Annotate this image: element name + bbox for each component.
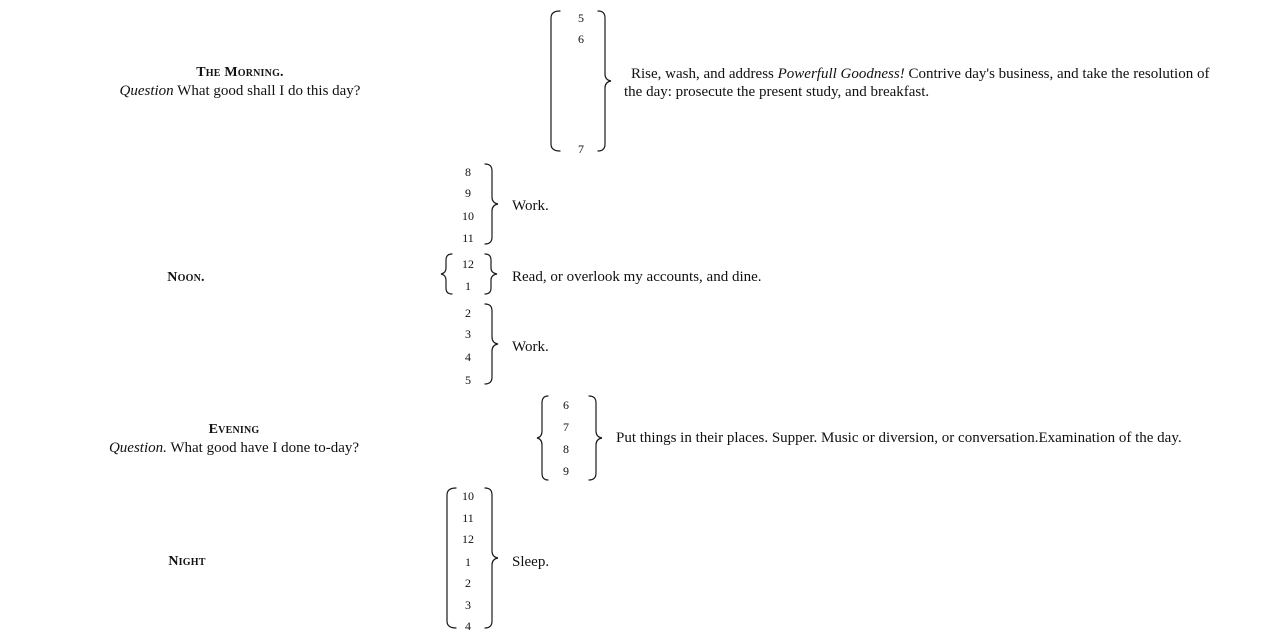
hour-11: 11 bbox=[462, 231, 474, 245]
hour-4: 4 bbox=[465, 350, 471, 364]
morning-question-text: What good shall I do this day? bbox=[177, 83, 361, 99]
noon-title: Noon. bbox=[167, 270, 205, 285]
hour-10: 10 bbox=[462, 209, 474, 223]
hour-6-pm: 6 bbox=[563, 398, 569, 412]
night-title: Night bbox=[168, 554, 206, 569]
morning-activity-emph: Powerfull Goodness! bbox=[777, 66, 905, 82]
morning-activity-line-1 bbox=[624, 65, 1209, 83]
hour-11-pm: 11 bbox=[462, 511, 474, 525]
morning-label-block bbox=[90, 64, 390, 100]
morning-activity-line-2: the day: prosecute the present study, and breakfast. bbox=[624, 84, 930, 100]
noon-hours bbox=[448, 253, 488, 295]
hour-4-am: 4 bbox=[465, 619, 471, 633]
work-am-right-brace bbox=[484, 163, 500, 245]
evening-right-brace bbox=[588, 395, 604, 481]
morning-question-line bbox=[90, 82, 390, 100]
hour-1: 1 bbox=[465, 279, 471, 293]
hour-3-am: 3 bbox=[465, 598, 471, 612]
evening-question-line bbox=[84, 439, 384, 457]
hour-8: 8 bbox=[465, 165, 471, 179]
work-am-hours bbox=[448, 163, 488, 247]
evening-activity: Put things in their places. Supper. Music or diversion, or conversation.Examination of the day. bbox=[616, 430, 1182, 446]
morning-activity-pre: Rise, wash, and address bbox=[631, 66, 778, 82]
hour-1-am: 1 bbox=[465, 555, 471, 569]
evening-question-text: What good have I done to-day? bbox=[170, 440, 360, 456]
hour-5-pm: 5 bbox=[465, 373, 471, 387]
work-pm-activity: Work. bbox=[512, 339, 549, 355]
evening-question-label: Question. bbox=[108, 440, 167, 456]
morning-activity bbox=[624, 65, 1209, 101]
night-hours bbox=[448, 487, 488, 633]
hour-7: 7 bbox=[578, 142, 584, 156]
noon-right-brace bbox=[484, 253, 500, 295]
work-pm-right-brace bbox=[484, 303, 500, 385]
morning-hours bbox=[561, 10, 601, 156]
evening-hours bbox=[546, 395, 586, 481]
hour-7-pm: 7 bbox=[563, 420, 569, 434]
evening-title: Evening bbox=[208, 422, 260, 437]
hour-2: 2 bbox=[465, 306, 471, 320]
evening-label-block bbox=[84, 421, 384, 457]
hour-12: 12 bbox=[462, 257, 474, 271]
hour-3: 3 bbox=[465, 327, 471, 341]
work-am-activity: Work. bbox=[512, 198, 549, 214]
hour-8-pm: 8 bbox=[563, 442, 569, 456]
morning-title: The Morning. bbox=[196, 65, 284, 80]
hour-12-am: 12 bbox=[462, 532, 474, 546]
night-right-brace bbox=[484, 487, 500, 629]
hour-9-pm: 9 bbox=[563, 464, 569, 478]
work-pm-hours bbox=[448, 303, 488, 387]
hour-5: 5 bbox=[578, 11, 584, 25]
hour-10-pm: 10 bbox=[462, 489, 474, 503]
hour-2-am: 2 bbox=[465, 576, 471, 590]
morning-activity-post: Contrive day's business, and take the resolution of bbox=[904, 66, 1210, 82]
morning-right-brace bbox=[597, 10, 613, 152]
hour-9: 9 bbox=[465, 186, 471, 200]
morning-left-bracket bbox=[548, 10, 562, 152]
morning-question-label: Question bbox=[119, 83, 174, 99]
hour-6: 6 bbox=[578, 32, 584, 46]
noon-activity: Read, or overlook my accounts, and dine. bbox=[512, 269, 762, 285]
night-activity: Sleep. bbox=[512, 554, 550, 570]
